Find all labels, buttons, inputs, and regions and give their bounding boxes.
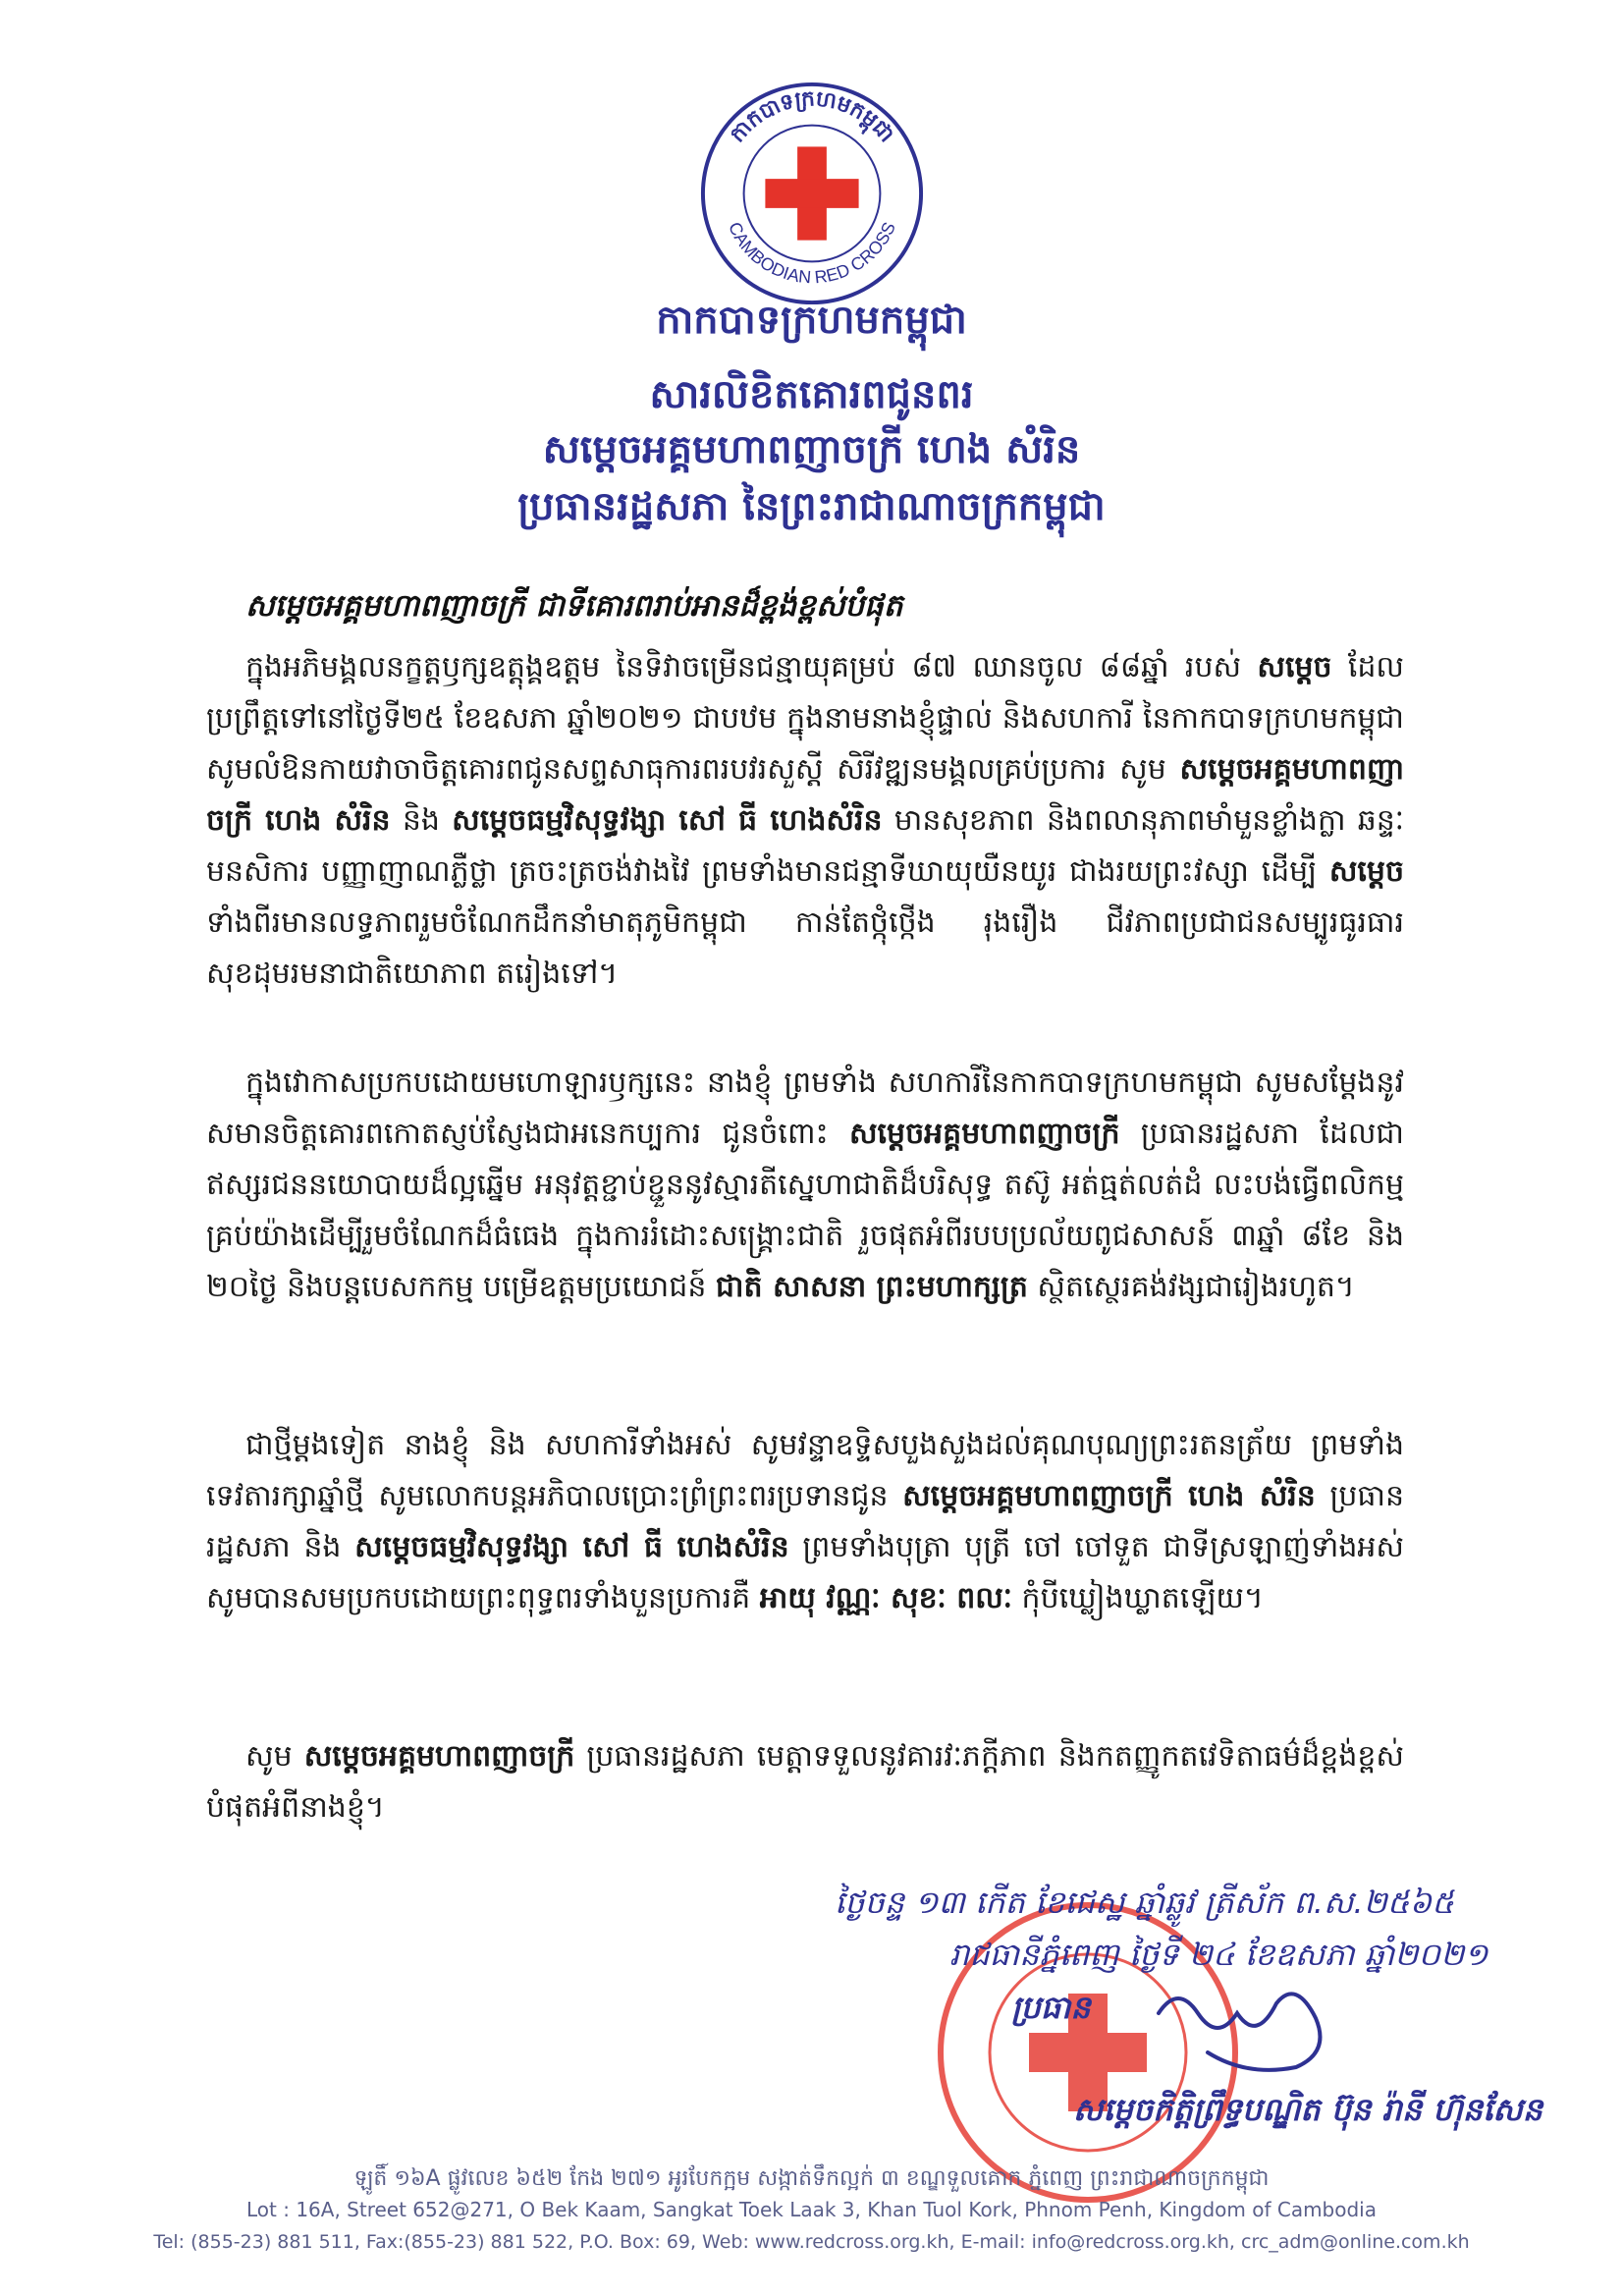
- logo-text-en: CAMBODIAN RED CROSS: [725, 218, 899, 288]
- signatory-position: ប្រធាន: [1011, 1989, 1091, 2026]
- lunar-date: ថ្ងៃចន្ទ ១៣ កើត ខែជេស្ឋ ឆ្នាំឆ្លូវ ត្រីស័ក ព.ស.២៥៦៥: [835, 1884, 1454, 1921]
- handwritten-signature: [1149, 1974, 1345, 2082]
- org-title: កាកបាទក្រហមកម្ពុជា: [656, 298, 967, 343]
- svg-text:កាកបាទក្រហមកម្ពុជា: [726, 86, 899, 147]
- letter-heading: សារលិខិតគោរពជូនពរ: [649, 372, 974, 417]
- date-line: រាជធានីភ្នំពេញ ថ្ងៃទី ២៤ ខែឧសភា ឆ្នាំ២០២១: [949, 1936, 1488, 1973]
- paragraph-1: ក្នុងអភិមង្គលនក្ខត្តឫក្សឧត្តុង្គឧត្តម នៃទិវាចម្រើនជន្មាយុគម្រប់ ៨៧ ឈានចូល ៨៨ឆ្នាំ របស់ សម្ដេច ដែលប្រព្រឹត្តទៅនៅថ្ងៃទី២៥ ខែឧសភា ឆ្នាំ២០២១ ជាបឋម ក្នុងនាមនាងខ្ញុំផ្ទាល់ និងសហការី នៃកាកបាទក្រហមកម្ពុជា សូមលំឱនកាយវាចាចិត្តគោរពជូនសព្ទសាធុការពរបវរសួស្ដី សិរីវឌ្ឍនមង្គលគ្រប់ប្រការ សូម សម្ដេចអគ្គមហាពញាចក្រី ហេង សំរិន និង សម្ដេចធម្មវិសុទ្ធវង្សា សៅ ធី ហេងសំរិន មានសុខភាព និងពលានុភាពមាំមួនខ្លាំងក្លា ឆន្ទៈ មនសិការ បញ្ញាញាណភ្លឺថ្លា ត្រចះត្រចង់វាងវៃ ព្រមទាំងមានជន្មាទីឃាយុយឺនយូរ ជាងរយព្រះវស្សា ដើម្បី សម្ដេច ទាំងពីរមានលទ្ធភាពរួមចំណែកដឹកនាំមាតុភូមិកម្ពុជា កាន់តែថ្កុំថ្កើង រុងរឿង ជីវភាពប្រជាជនសម្បូរធូរធារ សុខដុមរមនាជាតិយោភាព តរៀងទៅ។: [206, 650, 1404, 991]
- salutation: សម្ដេចអគ្គមហាពញាចក្រី ជាទីគោរពរាប់អានដ៏ខ្ពង់ខ្ពស់បំផុត: [245, 588, 903, 624]
- red-cross-logo: [695, 77, 929, 310]
- footer-address-km: ឡូតិ៍ ១៦A ផ្លូវលេខ ៦៥២ កែង ២៧១ អូរបែកក្អម សង្កាត់ទឹកល្អក់ ៣ ខណ្ឌទួលគោក ភ្នំពេញ ព្រះរាជាណាចក្រកម្ពុជា: [353, 2166, 1270, 2191]
- recipient-title: ប្រធានរដ្ឋសភា នៃព្រះរាជាណាចក្រកម្ពុជា: [517, 484, 1106, 529]
- paragraph-3: ជាថ្មីម្ដងទៀត នាងខ្ញុំ និង សហការីទាំងអស់ សូមវន្ទាឧទ្ទិសបួងសួងដល់គុណបុណ្យព្រះរតនត្រ័យ ព្រមទាំងទេវតារក្សាឆ្នាំថ្មី សូមលោកបន្តអភិបាលប្រោះព្រំព្រះពរប្រទានជូន សម្ដេចអគ្គមហាពញាចក្រី ហេង សំរិន ប្រធានរដ្ឋសភា និង សម្ដេចធម្មវិសុទ្ធវង្សា សៅ ធី ហេងសំរិន ព្រមទាំងបុត្រា បុត្រី ចៅ ចៅទួត ជាទីស្រឡាញ់ទាំងអស់ សូមបានសមប្រកបដោយព្រះពុទ្ធពរទាំងបួនប្រការគឺ អាយុ វណ្ណៈ សុខៈ ពលៈ កុំបីឃ្លៀងឃ្លាតឡើយ។: [206, 1428, 1404, 1615]
- signatory-name: សម្ដេចកិត្តិព្រឹទ្ធបណ្ឌិត ប៊ុន រ៉ានី ហ៊ុនសែន: [1072, 2091, 1542, 2128]
- paragraph-4: សូម សម្ដេចអគ្គមហាពញាចក្រី ប្រធានរដ្ឋសភា មេត្តាទទួលនូវគារវៈភក្ដីភាព និងកតញ្ញូកតវេទិតាធម៌ដ៏ខ្ពង់ខ្ពស់បំផុតអំពីនាងខ្ញុំ។: [206, 1739, 1404, 1825]
- footer-address-en: Lot : 16A, Street 652@271, O Bek Kaam, Sangkat Toek Laak 3, Khan Tuol Kork, Phnom Penh, Kingdom of Cambodia: [246, 2198, 1377, 2221]
- recipient-name: សម្ដេចអគ្គមហាពញាចក្រី ហេង សំរិន: [542, 427, 1081, 472]
- logo-text-km: កាកបាទក្រហមកម្ពុជា: [725, 86, 899, 148]
- paragraph-2: ក្នុងវោកាសប្រកបដោយមហោឡារឫក្សនេះ នាងខ្ញុំ ព្រមទាំង សហការីនៃកាកបាទក្រហមកម្ពុជា សូមសម្ដែងនូវសមានចិត្តគោរពកោតស្ញប់ស្ញែងជាអនេកប្បការ ជូនចំពោះ សម្ដេចអគ្គមហាពញាចក្រី ប្រធានរដ្ឋសភា ដែលជាឥស្សរជននយោបាយដ៏ល្អឆ្នើម អនុវត្តខ្ជាប់ខ្ជួននូវស្មារតីស្នេហាជាតិដ៏បរិសុទ្ធ តស៊ូ អត់ធ្មត់លត់ដំ លះបង់ធ្វើពលិកម្មគ្រប់យ៉ាងដើម្បីរួមចំណែកដ៏ធំធេង ក្នុងការរំដោះសង្គ្រោះជាតិ រួចផុតអំពីរបបប្រល័យពូជសាសន៍ ៣ឆ្នាំ ៨ខែ និង ២០ថ្ងៃ និងបន្តបេសកកម្ម បម្រើឧត្តមប្រយោជន៍ ជាតិ សាសនា ព្រះមហាក្សត្រ ស្ថិតស្ថេរគង់វង្សជារៀងរហូត។: [206, 1066, 1404, 1304]
- footer-contact: Tel: (855-23) 881 511, Fax:(855-23) 881 522, P.O. Box: 69, Web: www.redcross.org.kh, E-mail: info@redcross.org.kh, crc_adm@online.com.kh: [153, 2231, 1470, 2253]
